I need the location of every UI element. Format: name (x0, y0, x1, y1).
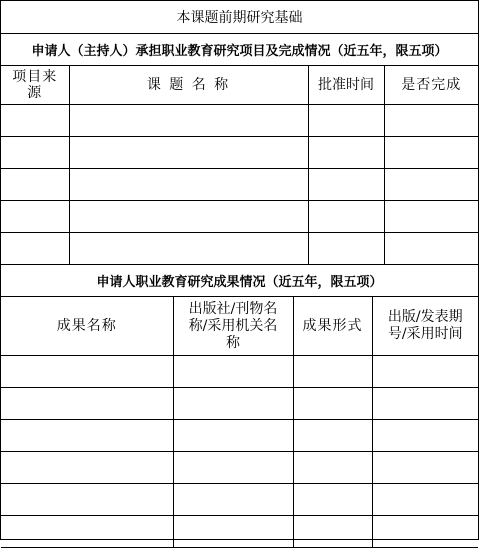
cell-approval-date[interactable] (308, 137, 384, 169)
section2-row (1, 420, 478, 452)
cell-project-name[interactable] (69, 137, 308, 169)
col-project-name: 课 题 名 称 (69, 66, 308, 105)
section2-row (1, 516, 478, 548)
section1-heading: 申请人（主持人）承担职业教育研究项目及完成情况（近五年，限五项） (1, 34, 478, 66)
section2-row (1, 484, 478, 516)
col-result-form: 成果形式 (293, 297, 372, 356)
section1-row (1, 105, 478, 137)
section1-table (1, 1, 478, 265)
col-publish-date (372, 297, 478, 356)
cell-result-form[interactable] (293, 356, 372, 388)
cell-result-form[interactable] (293, 516, 372, 548)
cell-project-name[interactable] (69, 233, 308, 265)
cell-result-name[interactable] (1, 388, 173, 420)
cell-result-form[interactable] (293, 388, 372, 420)
col-publisher-label: 出版社/刊物名称/采用机关名称 (188, 300, 278, 351)
col-project-source (1, 66, 69, 105)
cell-publish-date[interactable] (372, 484, 478, 516)
cell-approval-date[interactable] (308, 169, 384, 201)
cell-completed[interactable] (384, 201, 478, 233)
cell-publish-date[interactable] (372, 420, 478, 452)
cell-result-form[interactable] (293, 420, 372, 452)
cell-result-name[interactable] (1, 452, 173, 484)
section2-table (1, 265, 478, 548)
cell-result-form[interactable] (293, 452, 372, 484)
cell-project-name[interactable] (69, 105, 308, 137)
cell-approval-date[interactable] (308, 105, 384, 137)
cell-publish-date[interactable] (372, 452, 478, 484)
cell-project-source[interactable] (1, 105, 69, 137)
cell-publish-date[interactable] (372, 356, 478, 388)
form-title: 本课题前期研究基础 (1, 1, 478, 34)
cell-approval-date[interactable] (308, 233, 384, 265)
cell-project-source[interactable] (1, 233, 69, 265)
cell-completed[interactable] (384, 233, 478, 265)
cell-project-source[interactable] (1, 169, 69, 201)
cell-publisher[interactable] (173, 484, 293, 516)
col-publisher (173, 297, 293, 356)
cell-publish-date[interactable] (372, 388, 478, 420)
cell-project-source[interactable] (1, 201, 69, 233)
cell-completed[interactable] (384, 105, 478, 137)
cell-result-name[interactable] (1, 516, 173, 548)
section2-row (1, 356, 478, 388)
cell-publisher[interactable] (173, 420, 293, 452)
cell-project-name[interactable] (69, 201, 308, 233)
cell-publisher[interactable] (173, 356, 293, 388)
col-result-name: 成果名称 (1, 297, 173, 356)
col-approval-date: 批准时间 (308, 66, 384, 105)
cell-result-name[interactable] (1, 356, 173, 388)
section2-heading: 申请人职业教育研究成果情况（近五年，限五项） (1, 265, 478, 297)
section1-row (1, 201, 478, 233)
cell-publisher[interactable] (173, 452, 293, 484)
cell-project-source[interactable] (1, 137, 69, 169)
cell-completed[interactable] (384, 137, 478, 169)
col-completed: 是否完成 (384, 66, 478, 105)
cell-approval-date[interactable] (308, 201, 384, 233)
cell-result-name[interactable] (1, 420, 173, 452)
section2-row (1, 388, 478, 420)
cell-publish-date[interactable] (372, 516, 478, 548)
col-project-source-label: 项目来源 (12, 69, 58, 101)
cell-result-form[interactable] (293, 484, 372, 516)
section2-row (1, 452, 478, 484)
section1-row (1, 233, 478, 265)
section1-row (1, 169, 478, 201)
section1-row (1, 137, 478, 169)
cell-publisher[interactable] (173, 388, 293, 420)
cell-project-name[interactable] (69, 169, 308, 201)
cell-result-name[interactable] (1, 484, 173, 516)
cell-completed[interactable] (384, 169, 478, 201)
col-publish-date-label: 出版/发表期号/采用时间 (387, 309, 463, 342)
cell-publisher[interactable] (173, 516, 293, 548)
